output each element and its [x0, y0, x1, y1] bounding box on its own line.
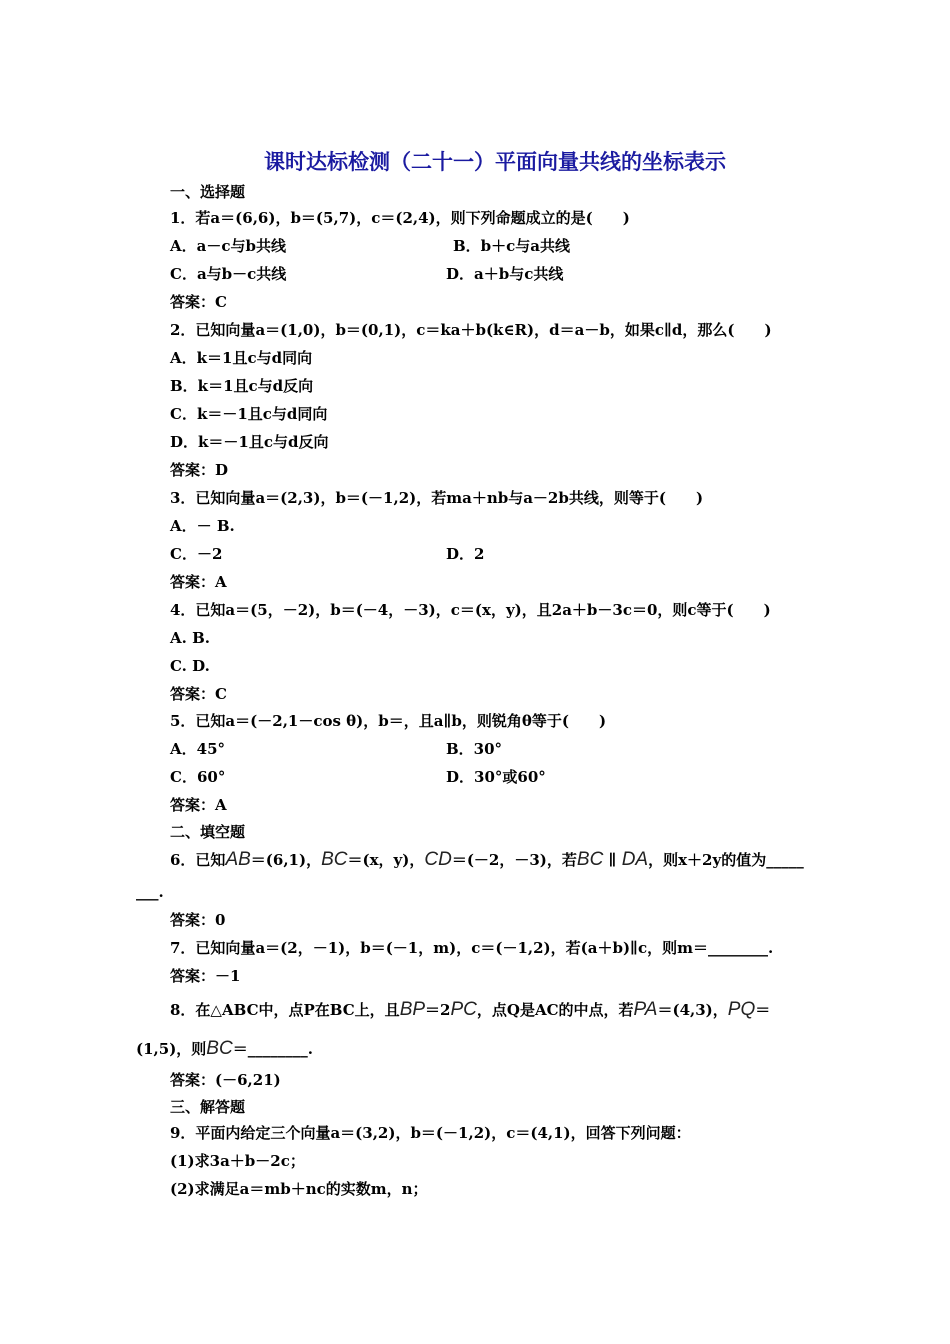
question-3-answer: 答案：A — [170, 573, 227, 591]
vector-pq: PQ — [727, 999, 756, 1020]
option-a: A．a－c与b共线 — [170, 237, 286, 255]
question-2-option-b: B．k＝1且c与d反向 — [170, 377, 314, 395]
question-7-stem: 7．已知向量a＝(2，－1)，b＝(－1，m)，c＝(－1,2)，若(a＋b)∥c，则m＝________. — [170, 939, 774, 957]
question-2-option-d: D．k＝－1且c与d反向 — [170, 433, 329, 451]
question-2-option-a: A．k＝1且c与d同向 — [170, 349, 313, 367]
page-title: 课时达标检测（二十一）平面向量共线的坐标表示 — [264, 150, 726, 174]
vector-ab: AB — [225, 849, 251, 870]
question-2-stem: 2．已知向量a＝(1,0)，b＝(0,1)，c＝ka＋b(k∈R)，d＝a－b，如果c∥d，那么( ) — [170, 321, 772, 339]
option-b: B．b＋c与a共线 — [453, 237, 571, 255]
question-9-part-1: (1)求3a＋b－2c； — [170, 1152, 305, 1170]
question-5-options-cd — [170, 767, 770, 787]
section-heading-fill: 二、填空题 — [170, 823, 246, 841]
section-heading-solve: 三、解答题 — [170, 1098, 246, 1116]
option-d: D．a＋b与c共线 — [446, 265, 564, 283]
question-1-options-cd — [170, 264, 770, 284]
option-d: D．2 — [446, 545, 485, 563]
question-7-answer: 答案：－1 — [170, 967, 241, 985]
option-c: C．a与b－c共线 — [170, 265, 287, 283]
question-4-stem: 4．已知a＝(5，－2)，b＝(－4，－3)，c＝(x，y)，且2a＋b－3c＝0，则c等于( ) — [170, 601, 771, 619]
question-5-options-ab — [170, 739, 770, 759]
question-9-stem: 9．平面内给定三个向量a＝(3,2)，b＝(－1,2)，c＝(4,1)，回答下列问题： — [170, 1124, 691, 1142]
vector-bc: BC — [206, 1038, 233, 1059]
question-1-options-ab — [170, 236, 770, 256]
question-6-answer: 答案：0 — [170, 911, 226, 929]
question-1-stem: 1．若a＝(6,6)，b＝(5,7)，c＝(2,4)，则下列命题成立的是( ) — [170, 209, 630, 227]
question-8-continuation: (1,5)，则BC＝________. — [136, 1038, 313, 1059]
vector-pc: PC — [450, 999, 477, 1020]
option-b: B．30° — [446, 740, 503, 758]
question-3-options-ab: A．－ B. — [170, 517, 235, 535]
question-2-answer: 答案：D — [170, 461, 229, 479]
option-a: A．45° — [170, 740, 226, 758]
question-4-options-cd: C. D. — [170, 657, 210, 675]
option-d: D．30°或60° — [446, 768, 546, 786]
question-2-option-c: C．k＝－1且c与d同向 — [170, 405, 328, 423]
vector-bp: BP — [399, 999, 426, 1020]
vector-bc: BC — [576, 849, 604, 870]
question-6-continuation: ___. — [136, 883, 164, 901]
option-c: C．－2 — [170, 545, 223, 563]
question-8-stem: 8．在△ABC中，点P在BC上，且BP＝2PC，点Q是AC的中点，若PA＝(4,3)，PQ＝ — [170, 999, 771, 1020]
question-9-part-2: (2)求满足a＝mb＋nc的实数m，n； — [170, 1180, 428, 1198]
question-3-stem: 3．已知向量a＝(2,3)，b＝(－1,2)，若ma＋nb与a－2b共线，则等于( ) — [170, 489, 704, 507]
vector-bc: BC — [321, 849, 348, 870]
question-5-stem: 5．已知a＝(－2,1－cos θ)，b＝，且a∥b，则锐角θ等于( ) — [170, 712, 607, 730]
question-6-stem: 6．已知AB＝(6,1)，BC＝(x，y)，CD＝(－2，－3)，若BC ∥ DA，则x＋2y的值为_____ — [170, 849, 804, 870]
vector-pa: PA — [633, 999, 658, 1020]
vector-da: DA — [621, 849, 649, 870]
question-4-options-ab: A. B. — [170, 629, 210, 647]
question-5-answer: 答案：A — [170, 796, 227, 814]
question-3-options-cd — [170, 544, 770, 564]
question-4-answer: 答案：C — [170, 685, 227, 703]
section-heading-choice: 一、选择题 — [170, 183, 246, 201]
question-1-answer: 答案：C — [170, 293, 227, 311]
option-c: C．60° — [170, 768, 226, 786]
question-8-answer: 答案：(－6,21) — [170, 1071, 281, 1089]
vector-cd: CD — [424, 849, 452, 870]
